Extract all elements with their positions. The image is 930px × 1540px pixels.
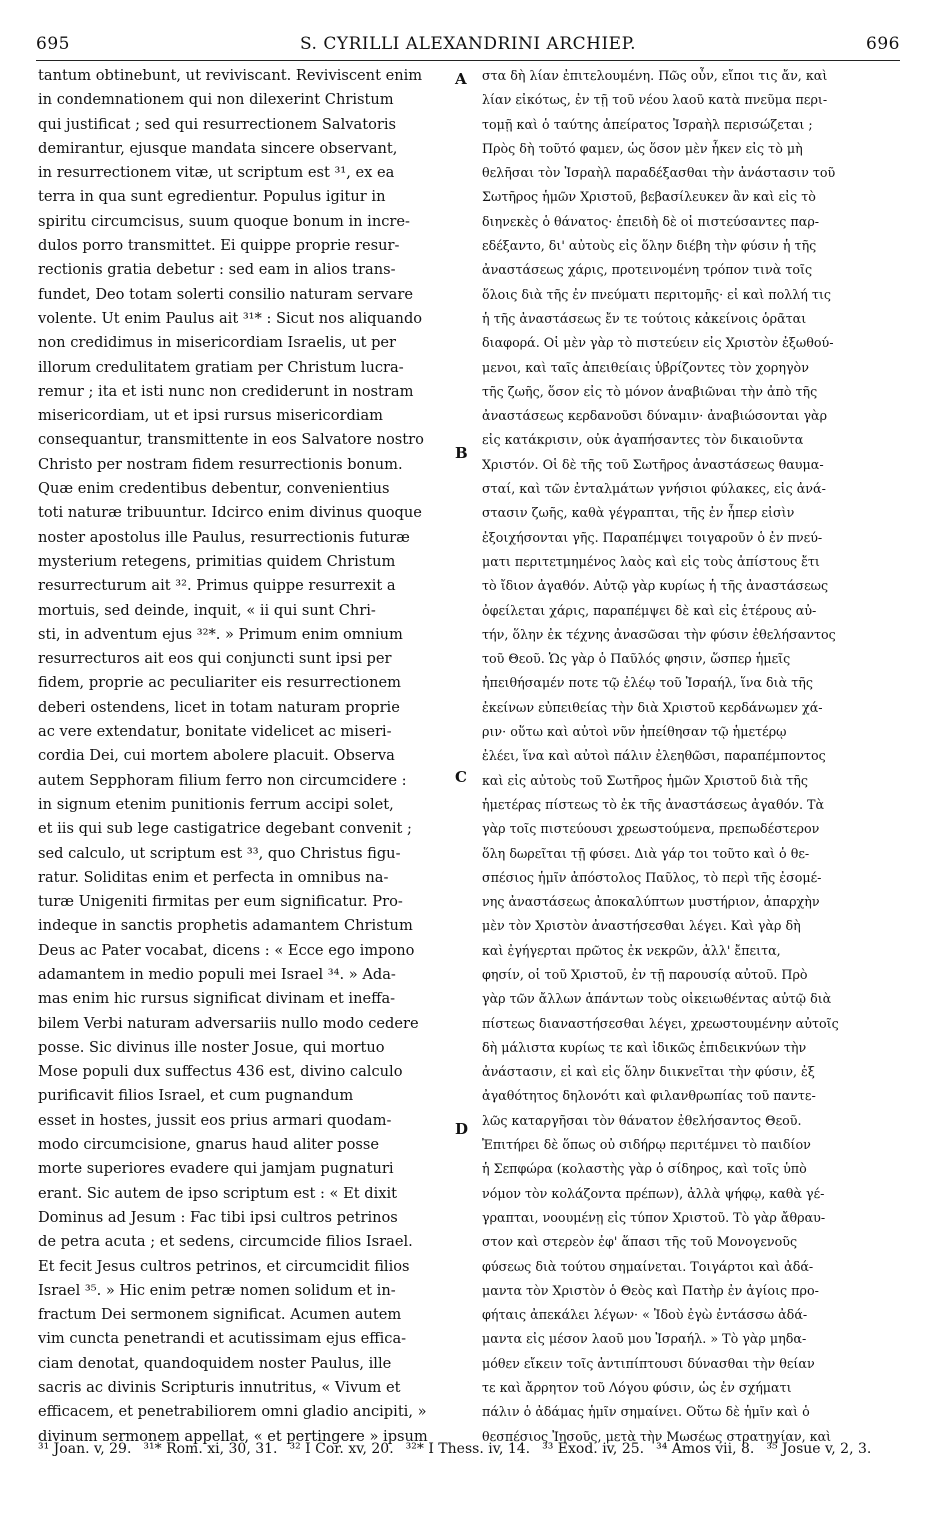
text-line: misericordiam, ut et ipsi rursus misericordiam bbox=[38, 407, 384, 425]
footnote: ³⁵ Josue v, 2, 3. bbox=[766, 1441, 872, 1457]
text-line: πίστεως διαναστήσεσθαι λέγει, χρεωστουμένην αὐτοῖς bbox=[482, 1015, 839, 1031]
text-line: ὀφείλεται χάρις, παραπέμψει δὲ καὶ εἰς ἑτέρους αὐ- bbox=[482, 602, 817, 618]
text-line: in resurrectionem vitæ, ut scriptum est ³¹, ex ea bbox=[38, 164, 395, 182]
text-line: ὅλοις διὰ τῆς ἐν πνεύματι περιτομῆς· εἰ καὶ πολλή τις bbox=[482, 286, 832, 302]
text-line: Χριστόν. Οἱ δὲ τῆς τοῦ Σωτῆρος ἀναστάσεως θαυμα- bbox=[482, 456, 824, 472]
text-line: indeque in sanctis prophetis adamantem Christum bbox=[38, 917, 413, 935]
footnote: ³¹* Rom. xi, 30, 31. bbox=[143, 1441, 278, 1457]
text-line: τε καὶ ἄρρητον τοῦ Λόγου φύσιν, ὡς ἐν σχήματι bbox=[482, 1380, 792, 1396]
text-line: sed calculo, ut scriptum est ³³, quo Christus figu- bbox=[38, 844, 401, 862]
text-line: mysterium retegens, primitias quidem Christum bbox=[38, 552, 396, 570]
text-line: Dominus ad Jesum : Fac tibi ipsi cultros petrinos bbox=[38, 1208, 398, 1226]
text-line: φησίν, οἱ τοῦ Χριστοῦ, ἐν τῇ παρουσίᾳ αὐτοῦ. Πρὸ bbox=[482, 966, 808, 982]
text-line: posse. Sic divinus ille noster Josue, qui mortuo bbox=[38, 1038, 385, 1056]
text-line: ἠπειθήσαμέν ποτε τῷ ἐλέῳ τοῦ Ἰσραήλ, ἵνα διὰ τῆς bbox=[482, 675, 813, 691]
text-line: modo circumcisione, gnarus haud aliter posse bbox=[38, 1136, 380, 1154]
text-line: sti, in adventum ejus ³²*. » Primum enim omnium bbox=[38, 625, 403, 643]
text-line: toti naturæ tribuuntur. Idcirco enim divinus quoque bbox=[38, 504, 422, 522]
footnote: ³¹ Joan. v, 29. bbox=[38, 1441, 132, 1457]
text-line: θεσπέσιος Ἰησοῦς, μετὰ τὴν Μωσέως στρατηγίαν, καὶ bbox=[482, 1428, 832, 1444]
text-line: et iis qui sub lege castigatrice degebant convenit ; bbox=[38, 820, 412, 838]
footnote: ³⁴ Amos vii, 8. bbox=[656, 1441, 755, 1457]
text-line: ratur. Soliditas enim et perfecta in omnibus na- bbox=[38, 868, 389, 886]
text-line: Et fecit Jesus cultros petrinos, et circumcidit filios bbox=[38, 1257, 410, 1275]
text-line: ἐξοιχήσονται γῆς. Παραπέμψει τοιγαροῦν ὁ ἐν πνεύ- bbox=[482, 529, 823, 545]
text-line: ac vere extendatur, bonitate videlicet ac miseri- bbox=[38, 723, 392, 741]
page-number-right: 696 bbox=[866, 34, 900, 54]
text-line: ἀγαθότητος δηλονότι καὶ φιλανθρωπίας τοῦ παντε- bbox=[482, 1088, 816, 1104]
text-line: non credidimus in misericordiam Israelis, ut per bbox=[38, 334, 397, 352]
text-line: erant. Sic autem de ipso scriptum est : « Et dixit bbox=[38, 1184, 398, 1202]
text-line: ἀνάστασιν, εἰ καὶ εἰς ὅλην διικνεῖται τὴν φύσιν, ἐξ bbox=[482, 1064, 815, 1080]
text-line: δὴ μάλιστα κυρίως τε καὶ ἰδικῶς ἐπιδεικνύων τὴν bbox=[482, 1039, 807, 1055]
text-line: ἐκείνων εὐπειθείας τὴν διὰ Χριστοῦ κερδάνωμεν χά- bbox=[482, 699, 823, 715]
text-line: τὸ ἴδιον ἀγαθόν. Αὐτῷ γὰρ κυρίως ἡ τῆς ἀναστάσεως bbox=[482, 578, 829, 594]
margin-letter-d: D bbox=[455, 1120, 469, 1138]
text-line: noster apostolus ille Paulus, resurrectionis futuræ bbox=[38, 528, 410, 546]
page-number-left: 695 bbox=[36, 34, 70, 54]
text-line: λῶς καταργῆσαι τὸν θάνατον ἐθελήσαντος Θεοῦ. bbox=[482, 1112, 802, 1128]
running-title: S. CYRILLI ALEXANDRINI ARCHIEP. bbox=[300, 34, 636, 54]
text-line: esset in hostes, jussit eos prius armari quodam- bbox=[38, 1111, 392, 1129]
text-line: τῆς ζωῆς, ὅσον εἰς τὸ μόνον ἀναβιῶναι τὴν ἀπὸ τῆς bbox=[482, 383, 818, 399]
text-line: ciam denotat, quandoquidem noster Paulus, ille bbox=[38, 1354, 392, 1372]
text-line: in condemnationem qui non dilexerint Christum bbox=[38, 91, 394, 109]
text-line: tantum obtinebunt, ut reviviscant. Reviviscent enim bbox=[38, 67, 423, 84]
text-line: καὶ ἐγήγερται πρῶτος ἐκ νεκρῶν, ἀλλ' ἔπειτα, bbox=[482, 942, 781, 958]
text-line: μόθεν εἴκειν τοῖς ἀντιπίπτουσι δύνασθαι τὴν θείαν bbox=[482, 1355, 815, 1371]
text-line: ματι περιτετμημένος λαὸς καὶ εἰς τοὺς ἀπίστους ἔτι bbox=[482, 553, 820, 569]
text-line: γὰρ τοῖς πιστεύουσι χρεωστούμενα, πρεπωδέστερον bbox=[482, 821, 820, 837]
text-line: καὶ εἰς αὐτοὺς τοῦ Σωτῆρος ἡμῶν Χριστοῦ διὰ τῆς bbox=[482, 772, 808, 788]
text-line: φήταις ἀπεκάλει λέγων· « Ἰδοὺ ἐγὼ ἐντάσσω ἀδά- bbox=[482, 1307, 808, 1323]
text-line: φύσεως διὰ τούτου σημαίνεται. Τοιγάρτοι καὶ ἀδά- bbox=[482, 1258, 814, 1274]
text-line: rectionis gratia debetur : sed eam in alios trans- bbox=[38, 261, 396, 279]
text-line: Quæ enim credentibus debentur, convenientius bbox=[38, 480, 390, 498]
text-line: turæ Unigeniti firmitas per eum significatur. Pro- bbox=[38, 893, 403, 911]
text-line: τοῦ Θεοῦ. Ὡς γὰρ ὁ Παῦλός φησιν, ὥσπερ ἡμεῖς bbox=[482, 651, 791, 667]
text-line: terra in qua sunt egredientur. Populus igitur in bbox=[38, 188, 386, 206]
greek-column bbox=[482, 64, 896, 1449]
text-line: στον καὶ στερεὸν ἐφ' ἅπασι τῆς τοῦ Μονογενοῦς bbox=[482, 1234, 798, 1250]
text-line: purificavit filios Israel, et cum pugnandum bbox=[38, 1087, 354, 1105]
text-line: διηνεκὲς ὁ θάνατος· ἐπειδὴ δὲ οἱ πιστεύσαντες παρ- bbox=[482, 213, 820, 229]
text-line: διαφορά. Οἱ μὲν γὰρ τὸ πιστεύειν εἰς Χριστὸν ἐξωθού- bbox=[482, 335, 834, 351]
text-line: divinum sermonem appellat, « et pertingere » ipsum bbox=[38, 1427, 428, 1445]
footnote: ³²* I Thess. iv, 14. bbox=[405, 1441, 531, 1457]
text-line: fundet, Deo totam solerti consilio naturam servare bbox=[38, 285, 413, 303]
text-line: μὲν τὸν Χριστὸν ἀναστήσεσθαι λέγει. Καὶ γὰρ δὴ bbox=[482, 918, 801, 934]
footnote: ³³ Exod. iv, 25. bbox=[542, 1441, 645, 1457]
text-line: resurrecturos ait eos qui conjuncti sunt ipsi per bbox=[38, 650, 392, 668]
text-line: ριν· οὕτω καὶ αὐτοὶ νῦν ἠπείθησαν τῷ ἡμετέρῳ bbox=[482, 724, 787, 740]
text-line: Christo per nostram fidem resurrectionis bonum. bbox=[38, 455, 403, 473]
text-line: στα δὴ λίαν ἐπιτελουμένη. Πῶς οὖν, εἴποι τις ἄν, καὶ bbox=[482, 68, 828, 83]
footnote: ³² I Cor. xv, 20. bbox=[289, 1441, 394, 1457]
text-line: λίαν εἰκότως, ἐν τῇ τοῦ νέου λαοῦ κατὰ πνεῦμα περι- bbox=[482, 92, 828, 108]
margin-letter-b: B bbox=[455, 444, 468, 462]
text-line: Mose populi dux suffectus 436 est, divino calculo bbox=[38, 1063, 403, 1081]
text-line: deberi ostendens, licet in totam naturam proprie bbox=[38, 698, 400, 716]
text-line: ὅλη δωρεῖται τῇ φύσει. Διὰ γάρ τοι τοῦτο καὶ ὁ θε- bbox=[482, 845, 810, 861]
text-line: sacris ac divinis Scripturis innutritus, « Vivum et bbox=[38, 1379, 401, 1397]
text-line: vim cuncta penetrandi et acutissimam ejus effica- bbox=[38, 1330, 407, 1348]
text-line: ἐλέει, ἵνα καὶ αὐτοὶ πάλιν ἐλεηθῶσι, παραπέμποντος bbox=[482, 748, 826, 764]
text-line: τομῇ καὶ ὁ ταύτης ἀπείρατος Ἰσραὴλ περισώζεται ; bbox=[482, 116, 813, 132]
text-line: ἀναστάσεως χάρις, προτεινομένη τρόπον τινὰ τοῖς bbox=[482, 262, 813, 278]
text-line: in signum etenim punitionis ferrum accipi solet, bbox=[38, 795, 394, 813]
text-line: ἡμετέρας πίστεως τὸ ἐκ τῆς ἀναστάσεως ἀγαθόν. Τὰ bbox=[482, 796, 825, 812]
text-line: Πρὸς δὴ τοῦτό φαμεν, ὡς ὅσον μὲν ἧκεν εἰς τὸ μὴ bbox=[482, 140, 803, 156]
text-line: mas enim hic rursus significat divinam et ineffa- bbox=[38, 990, 396, 1008]
margin-letter-a: A bbox=[455, 70, 467, 88]
text-line: θελῆσαι τὸν Ἰσραὴλ παραδέξασθαι τὴν ἀνάστασιν τοῦ bbox=[482, 165, 836, 181]
text-line: Deus ac Pater vocabat, dicens : « Ecce ego impono bbox=[38, 941, 415, 959]
text-line: dulos porro transmittet. Ei quippe proprie resur- bbox=[38, 237, 400, 255]
text-line: ἀναστάσεως κερδανοῦσι δύναμιν· ἀναβιώσονται γὰρ bbox=[482, 408, 828, 424]
text-line: σπέσιος ἡμῖν ἀπόστολος Παῦλος, τὸ περὶ τῆς ἐσομέ- bbox=[482, 869, 822, 885]
text-line: consequantur, transmittente in eos Salvatore nostro bbox=[38, 431, 424, 449]
text-line: Ἐπιτήρει δὲ ὅπως οὐ σιδήρῳ περιτέμνει τὸ παιδίον bbox=[482, 1137, 811, 1153]
text-line: fidem, proprie ac peculiariter eis resurrectionem bbox=[38, 674, 401, 692]
text-line: μαντα εἰς μέσον λαοῦ μου Ἰσραήλ. » Τὸ γὰρ μηδα- bbox=[482, 1331, 807, 1347]
text-line: νης ἀναστάσεως ἀποκαλύπτων μυστήριον, ἀπαρχὴν bbox=[482, 894, 820, 910]
text-line: μαντα τὸν Χριστὸν ὁ Θεὸς καὶ Πατὴρ ἐν ἁγίοις προ- bbox=[482, 1282, 819, 1298]
text-line: resurrecturum ait ³². Primus quippe resurrexit a bbox=[38, 577, 396, 595]
text-line: qui justificat ; sed qui resurrectionem Salvatoris bbox=[38, 115, 397, 133]
text-line: autem Sepphoram filium ferro non circumcidere : bbox=[38, 771, 407, 789]
text-line: volente. Ut enim Paulus ait ³¹* : Sicut nos aliquando bbox=[38, 309, 423, 327]
text-line: γὰρ τῶν ἄλλων ἁπάντων τοὺς οἰκειωθέντας αὐτῷ διὰ bbox=[482, 991, 832, 1007]
text-line: morte superiores evadere qui jamjam pugnaturi bbox=[38, 1160, 394, 1178]
text-line: εδέξαντο, δι' αὐτοὺς εἰς ὅλην διέβη τὴν φύσιν ἡ τῆς bbox=[482, 238, 817, 254]
footnotes bbox=[38, 1438, 900, 1460]
text-line: fractum Dei sermonem significat. Acumen autem bbox=[38, 1306, 402, 1324]
page-header bbox=[36, 34, 900, 60]
text-line: μενοι, καὶ ταῖς ἀπειθείαις ὑβρίζοντες τὸν χορηγὸν bbox=[482, 359, 809, 375]
text-line: adamantem in medio populi mei Israel ³⁴. » Ada- bbox=[38, 965, 396, 983]
margin-letter-c: C bbox=[455, 768, 467, 786]
text-line: demirantur, ejusque mandata sincere observant, bbox=[38, 139, 398, 157]
latin-column bbox=[38, 64, 450, 1449]
text-line: de petra acuta ; et sedens, circumcide filios Israel. bbox=[38, 1233, 413, 1251]
text-line: ἡ Σεπφώρα (κολαστὴς γὰρ ὁ σίδηρος, καὶ τοῖς ὑπὸ bbox=[482, 1161, 807, 1177]
text-line: Israel ³⁵. » Hic enim petræ nomen solidum et in- bbox=[38, 1281, 396, 1299]
text-line: mortuis, sed deinde, inquit, « ii qui sunt Chri- bbox=[38, 601, 376, 619]
text-line: νόμον τὸν κολάζοντα πρέπων), ἀλλὰ ψήφῳ, καθὰ γέ- bbox=[482, 1185, 825, 1201]
text-line: πάλιν ὁ ἀδάμας ἡμῖν σημαίνει. Οὕτω δὲ ἡμῖν καὶ ὁ bbox=[482, 1404, 810, 1420]
text-line: στασιν ζωῆς, καθὰ γέγραπται, τῆς ἐν ἧπερ εἰσὶν bbox=[482, 505, 795, 521]
text-line: σταί, καὶ τῶν ἐνταλμάτων γνήσιοι φύλακες, εἰς ἀνά- bbox=[482, 481, 826, 497]
text-line: illorum credulitatem gratiam per Christum lucra- bbox=[38, 358, 404, 376]
header-rule bbox=[36, 60, 900, 61]
text-line: γραπται, νοουμένῃ εἰς τύπον Χριστοῦ. Τὸ γὰρ ἄθραυ- bbox=[482, 1209, 826, 1225]
text-line: bilem Verbi naturam adversariis nullo modo cedere bbox=[38, 1014, 419, 1032]
text-line: cordia Dei, cui mortem abolere placuit. Observa bbox=[38, 747, 395, 765]
text-line: ἡ τῆς ἀναστάσεως ἔν τε τούτοις κἀκείνοις ὁρᾶται bbox=[482, 310, 807, 326]
text-line: remur ; ita et isti nunc non crediderunt in nostram bbox=[38, 382, 414, 400]
text-line: efficacem, et penetrabiliorem omni gladio ancipiti, » bbox=[38, 1403, 427, 1421]
text-line: τήν, ὅλην ἐκ τέχνης ἀνασῶσαι τὴν φύσιν ἐθελήσαντος bbox=[482, 626, 836, 642]
text-line: εἰς κατάκρισιν, οὐκ ἀγαπήσαντες τὸν δικαιοῦντα bbox=[482, 432, 804, 448]
text-line: Σωτῆρος ἡμῶν Χριστοῦ, βεβασίλευκεν ἂν καὶ εἰς τὸ bbox=[482, 189, 816, 205]
text-line: spiritu circumcisus, suum quoque bonum in incre- bbox=[38, 212, 410, 230]
